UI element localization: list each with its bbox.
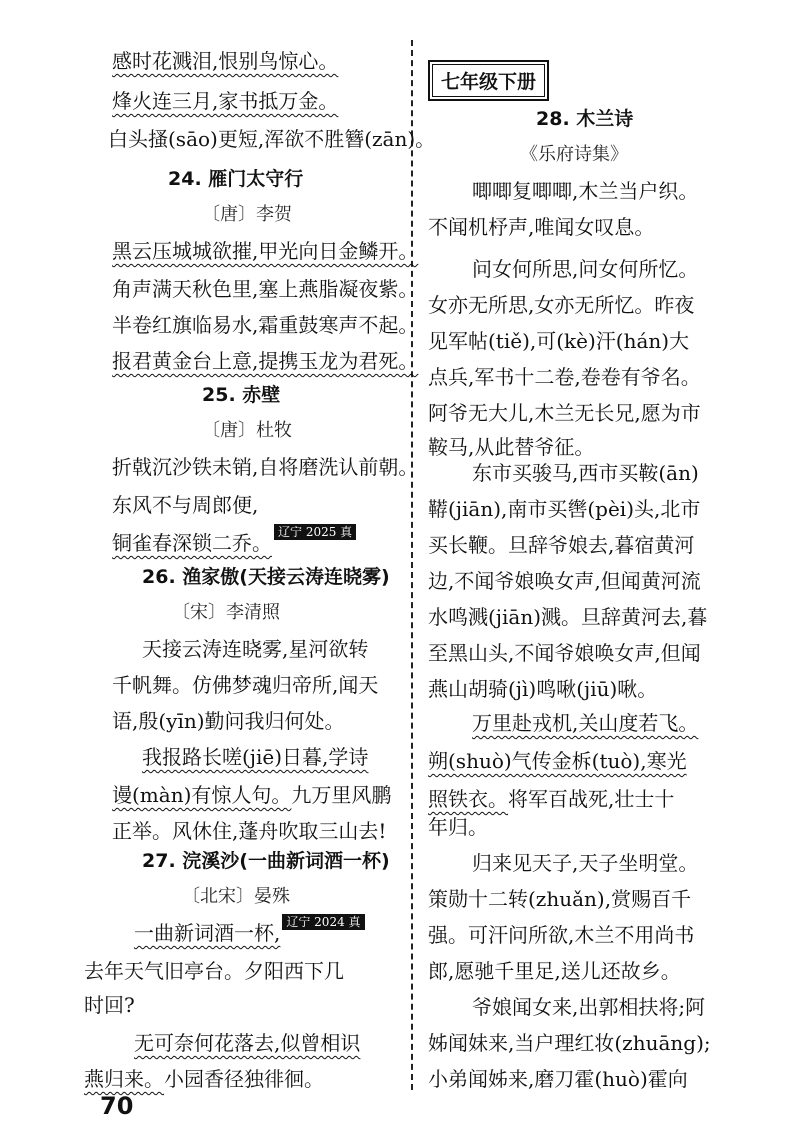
poem-line: 折戟沉沙铁未销,自将磨洗认前朝。	[112, 455, 419, 479]
poem-line: 鞍马,从此替爷征。	[428, 435, 595, 459]
exam-badge: 辽宁 2025 真	[274, 524, 356, 540]
poem-line-text: 谩(màn)有惊人句。	[112, 783, 292, 807]
poem-line: 白头搔(sāo)更短,浑欲不胜簪(zān)。	[108, 127, 436, 151]
page-number: 70	[100, 1092, 134, 1120]
poem-line: 爷娘闻女来,出郭相扶将;阿	[472, 995, 706, 1019]
poem-line-with-badge	[112, 525, 356, 558]
poem-line: 天接云涛连晓雾,星河欲转	[142, 637, 369, 661]
poem-line: 去年天气旧亭台。夕阳西下几	[84, 959, 344, 983]
poem-line: 小弟闻姊来,磨刀霍(huò)霍向	[428, 1067, 688, 1091]
poem-author-25: 〔唐〕杜牧	[202, 420, 292, 441]
poem-line: 强。可汗问所欲,木兰不用尚书	[428, 923, 695, 947]
poem-line: 千帆舞。仿佛梦魂归帝所,闻天	[112, 673, 379, 697]
poem-line: 见军帖(tiě),可(kè)汗(hán)大	[428, 329, 690, 353]
grade-label: 七年级下册	[432, 64, 545, 97]
column-divider	[411, 40, 413, 1090]
poem-line: 归来见天子,天子坐明堂。	[472, 851, 699, 875]
poem-line: 时回?	[84, 993, 135, 1017]
poem-title-25: 25. 赤壁	[202, 384, 281, 406]
poem-line: 郎,愿驰千里足,送儿还故乡。	[428, 959, 681, 983]
poem-source-28: 《乐府诗集》	[520, 144, 628, 165]
poem-line: 唧唧复唧唧,木兰当户织。	[472, 179, 699, 203]
poem-line-text: 燕归来。	[84, 1067, 164, 1091]
poem-line: 万里赴戎机,关山度若飞。	[472, 711, 699, 735]
poem-line: 至黑山头,不闻爷娘唤女声,但闻	[428, 641, 701, 665]
poem-line: 阿爷无大儿,木兰无长兄,愿为市	[428, 401, 701, 425]
grade-label-box	[428, 60, 549, 101]
poem-line: 水鸣溅(jiān)溅。旦辞黄河去,暮	[428, 605, 708, 629]
poem-line: 正举。风休住,蓬舟吹取三山去!	[112, 819, 387, 843]
poem-line: 年归。	[428, 815, 488, 839]
poem-title-27: 27. 浣溪沙(一曲新词酒一杯)	[142, 850, 390, 872]
poem-line-text: 铜雀春深锁二乔。	[112, 531, 272, 555]
poem-line: 朔(shuò)气传金柝(tuò),寒光	[428, 749, 687, 773]
poem-title-26: 26. 渔家傲(天接云涛连晓雾)	[142, 566, 390, 588]
poem-line-text: 照铁衣。	[428, 787, 508, 811]
poem-title-28: 28. 木兰诗	[536, 108, 634, 130]
exam-badge: 辽宁 2024 真	[282, 914, 364, 930]
poem-line: 角声满天秋色里,塞上燕脂凝夜紫。	[112, 277, 419, 301]
poem-line: 我报路长嗟(jiē)日暮,学诗	[142, 745, 369, 769]
poem-line: 鞯(jiān),南市买辔(pèi)头,北市	[428, 497, 701, 521]
poem-line: 语,殷(yīn)勤问我归何处。	[112, 709, 345, 733]
poem-line-text: 一曲新词酒一杯,	[134, 921, 281, 945]
poem-line: 问女何所思,问女何所忆。	[472, 257, 699, 281]
poem-line: 不闻机杼声,唯闻女叹息。	[428, 215, 655, 239]
poem-line: 东风不与周郎便,	[112, 493, 259, 517]
poem-line: 边,不闻爷娘唤女声,但闻黄河流	[428, 569, 701, 593]
poem-line	[428, 784, 674, 814]
poem-line: 感时花溅泪,恨别鸟惊心。	[112, 49, 339, 73]
poem-line-text: 九万里风鹏	[291, 783, 392, 807]
poem-author-26: 〔宋〕李清照	[172, 602, 280, 623]
poem-line-text: 将军百战死,壮士十	[508, 787, 675, 811]
poem-line: 策勋十二转(zhuǎn),赏赐百千	[428, 887, 692, 911]
poem-line: 无可奈何花落去,似曾相识	[134, 1031, 361, 1055]
poem-line	[84, 1064, 324, 1094]
poem-line: 女亦无所思,女亦无所忆。昨夜	[428, 293, 695, 317]
poem-line: 黑云压城城欲摧,甲光向日金鳞开。	[112, 239, 419, 263]
poem-line-with-badge	[134, 915, 365, 948]
poem-line: 买长鞭。旦辞爷娘去,暮宿黄河	[428, 533, 695, 557]
poem-line	[112, 780, 391, 810]
poem-line: 东市买骏马,西市买鞍(ān)	[472, 461, 699, 485]
poem-line: 烽火连三月,家书抵万金。	[112, 89, 339, 113]
poem-line: 半卷红旗临易水,霜重鼓寒声不起。	[112, 313, 419, 337]
poem-title-24: 24. 雁门太守行	[168, 168, 304, 190]
poem-line: 点兵,军书十二卷,卷卷有爷名。	[428, 365, 701, 389]
poem-line-text: 小园香径独徘徊。	[164, 1067, 324, 1091]
poem-line: 报君黄金台上意,提携玉龙为君死。	[112, 349, 419, 373]
poem-line: 姊闻妹来,当户理红妆(zhuāng);	[428, 1031, 711, 1055]
poem-line: 燕山胡骑(jì)鸣啾(jiū)啾。	[428, 677, 658, 701]
poem-author-27: 〔北宋〕晏殊	[182, 886, 290, 907]
poem-author-24: 〔唐〕李贺	[202, 204, 292, 225]
